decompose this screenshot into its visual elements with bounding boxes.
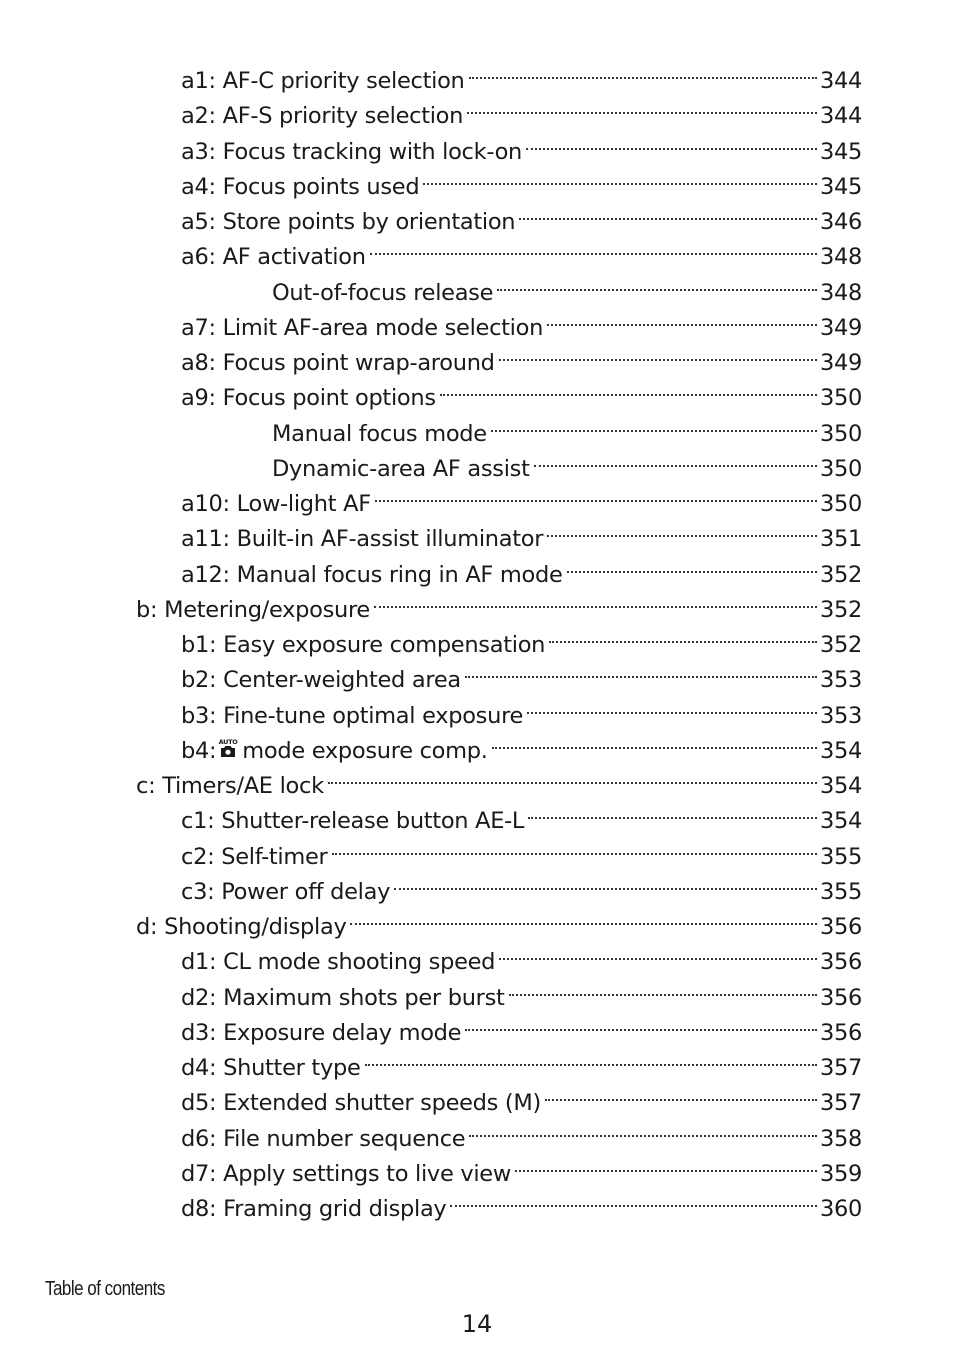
toc-entry[interactable] — [181, 299, 862, 341]
toc-entry-page-number: 358 — [819, 1125, 862, 1152]
dot-leader — [499, 933, 817, 969]
toc-entry-title: a12: Manual focus ring in AF mode — [181, 561, 563, 588]
toc-entry-page-number: 355 — [819, 878, 862, 905]
toc-entry-title: a5: Store points by orientation — [181, 209, 516, 235]
toc-entry-page-number: 352 — [819, 632, 862, 658]
toc-entry-title: d8: Framing grid display — [181, 1196, 447, 1222]
toc-entry[interactable] — [136, 581, 862, 623]
dot-leader — [328, 757, 817, 793]
toc-entry[interactable] — [272, 440, 862, 482]
toc-entry[interactable] — [136, 898, 862, 940]
toc-entry-page-number: 357 — [819, 1055, 862, 1081]
toc-entry[interactable] — [272, 405, 862, 447]
toc-entry-page-number: 354 — [819, 808, 862, 835]
toc-entry-page-number: 348 — [819, 244, 862, 271]
toc-entry-page-number: 360 — [819, 1196, 862, 1222]
toc-entry-title-prefix: b4: — [181, 737, 217, 764]
dot-leader — [545, 1074, 817, 1110]
dot-leader — [519, 193, 817, 229]
toc-entry-title: Manual focus mode — [272, 420, 487, 447]
toc-entry-title: d5: Extended shutter speeds (M) — [181, 1090, 541, 1117]
dot-leader — [465, 651, 817, 687]
toc-entry-title-suffix: mode exposure comp. — [242, 737, 488, 764]
toc-entry[interactable] — [181, 228, 862, 271]
toc-entry-page-number: 344 — [819, 103, 862, 130]
dot-leader — [332, 828, 817, 864]
toc-entry-title: a8: Focus point wrap-around — [181, 350, 495, 376]
toc-entry-title: c: Timers/AE lock — [136, 773, 324, 799]
dot-leader — [526, 123, 817, 159]
dot-leader — [492, 722, 817, 758]
toc-entry-title: a3: Focus tracking with lock-on — [181, 138, 523, 165]
toc-entry-page-number: 356 — [819, 1019, 862, 1046]
dot-leader — [549, 616, 817, 652]
toc-entry-page-number: 356 — [819, 949, 862, 976]
toc-entry-page-number: 356 — [819, 914, 862, 940]
dot-leader — [365, 1039, 817, 1075]
toc-entry[interactable] — [181, 546, 862, 588]
toc-entry-page-number: 350 — [819, 385, 862, 412]
page-number: 14 — [461, 1310, 493, 1338]
toc-entry-title: b2: Center-weighted area — [181, 667, 461, 694]
dot-leader — [469, 1110, 817, 1146]
toc-entry-title: d7: Apply settings to live view — [181, 1160, 511, 1187]
dot-leader — [374, 581, 817, 617]
toc-entry[interactable] — [181, 1039, 862, 1081]
dot-leader — [350, 898, 816, 934]
dot-leader — [515, 1145, 817, 1181]
toc-entry-page-number: 348 — [819, 279, 862, 306]
toc-entry-page-number: 355 — [819, 843, 862, 870]
toc-entry-page-number: 344 — [819, 68, 862, 94]
toc-entry-page-number: 357 — [819, 1090, 862, 1117]
toc-entry-page-number: 352 — [819, 561, 862, 588]
dot-leader — [491, 405, 817, 441]
toc-entry-page-number: 353 — [819, 702, 862, 729]
toc-entry-title: a1: AF-C priority selection — [181, 68, 465, 94]
toc-entry-title: d: Shooting/display — [136, 914, 347, 940]
toc-entry-title: a10: Low-light AF — [181, 491, 371, 517]
toc-entry-title: d2: Maximum shots per burst — [181, 984, 505, 1011]
toc-entry-title: Out-of-focus release — [272, 279, 494, 306]
toc-entry[interactable] — [181, 1110, 862, 1152]
toc-entry[interactable] — [181, 52, 862, 94]
svg-text:AUTO: AUTO — [218, 737, 238, 746]
dot-leader — [509, 969, 817, 1005]
toc-entry[interactable] — [181, 933, 862, 976]
dot-leader — [499, 334, 817, 370]
toc-entry-title: a4: Focus points used — [181, 173, 420, 200]
toc-entry-title: b1: Easy exposure compensation — [181, 632, 546, 658]
toc-entry-title: a6: AF activation — [181, 244, 366, 271]
toc-entry-title: a2: AF-S priority selection — [181, 103, 464, 130]
toc-entry-title: b: Metering/exposure — [136, 596, 370, 623]
toc-entry-title: c2: Self-timer — [181, 843, 328, 870]
toc-entry-page-number: 350 — [819, 455, 862, 482]
toc-entry[interactable] — [181, 1004, 862, 1046]
toc-entry[interactable] — [181, 510, 862, 553]
dot-leader — [465, 1004, 817, 1040]
dot-leader — [567, 546, 817, 582]
footer-section-label: Table of contents — [45, 1278, 165, 1300]
dot-leader — [547, 299, 817, 335]
dot-leader — [534, 440, 817, 476]
toc-entry-page-number: 356 — [819, 984, 862, 1011]
toc-entry-page-number: 351 — [819, 526, 862, 553]
toc-entry[interactable] — [181, 369, 862, 412]
toc-entry-page-number: 354 — [819, 773, 862, 799]
dot-leader — [450, 1180, 817, 1216]
toc-entry-title: a11: Built-in AF-assist illuminator — [181, 526, 544, 553]
toc-entry-title: d3: Exposure delay mode — [181, 1019, 462, 1046]
dot-leader — [375, 475, 817, 511]
toc-entry[interactable] — [181, 722, 862, 764]
dot-leader — [394, 863, 817, 899]
toc-entry-page-number: 350 — [819, 420, 862, 447]
toc-entry-page-number: 349 — [819, 350, 862, 376]
toc-entry[interactable] — [181, 158, 862, 200]
toc-entry[interactable] — [181, 828, 862, 870]
toc-entry[interactable] — [181, 123, 862, 165]
dot-leader — [469, 52, 817, 88]
toc-entry-title: a9: Focus point options — [181, 385, 436, 412]
toc-entry-page-number: 354 — [819, 737, 862, 764]
dot-leader — [440, 369, 817, 405]
toc-entry[interactable] — [181, 1180, 862, 1222]
toc-entry-page-number: 346 — [819, 209, 862, 235]
toc-entry[interactable] — [181, 969, 862, 1011]
toc-entry[interactable] — [181, 792, 862, 835]
toc-entry-title: c1: Shutter-release button AE-L — [181, 808, 525, 835]
toc-entry-title: d6: File number sequence — [181, 1125, 466, 1152]
toc-entry-page-number: 349 — [819, 314, 862, 341]
toc-entry-title: d1: CL mode shooting speed — [181, 949, 496, 976]
toc-entry-title: c3: Power off delay — [181, 878, 391, 905]
toc-entry[interactable] — [181, 616, 862, 658]
toc-entry[interactable] — [181, 863, 862, 905]
toc-entry[interactable] — [181, 1074, 862, 1117]
toc-entry-page-number: 352 — [819, 596, 862, 623]
dot-leader — [528, 792, 817, 828]
toc-entry-page-number: 359 — [819, 1160, 862, 1187]
dot-leader — [370, 228, 817, 264]
toc-entry[interactable] — [136, 757, 862, 799]
dot-leader — [547, 510, 817, 546]
toc-entry[interactable] — [181, 1145, 862, 1187]
toc-entry-page-number: 353 — [819, 667, 862, 694]
toc-entry[interactable] — [181, 687, 862, 729]
toc-entry-title: Dynamic-area AF assist — [272, 455, 530, 482]
dot-leader — [497, 264, 817, 300]
toc-entry-page-number: 345 — [819, 173, 862, 200]
dot-leader — [467, 87, 817, 123]
toc-entry-page-number: 345 — [819, 138, 862, 165]
toc-entry[interactable] — [181, 87, 862, 130]
toc-entry[interactable] — [181, 651, 862, 694]
toc-entry[interactable] — [181, 475, 862, 517]
toc-entry[interactable] — [181, 193, 862, 235]
toc-entry-title: a7: Limit AF-area mode selection — [181, 314, 544, 341]
toc-entry-title: d4: Shutter type — [181, 1055, 361, 1081]
toc-entry[interactable] — [272, 264, 862, 306]
dot-leader — [527, 687, 817, 723]
dot-leader — [423, 158, 817, 194]
toc-entry-page-number: 350 — [819, 491, 862, 517]
toc-entry-title: b3: Fine-tune optimal exposure — [181, 702, 524, 729]
toc-entry[interactable] — [181, 334, 862, 376]
